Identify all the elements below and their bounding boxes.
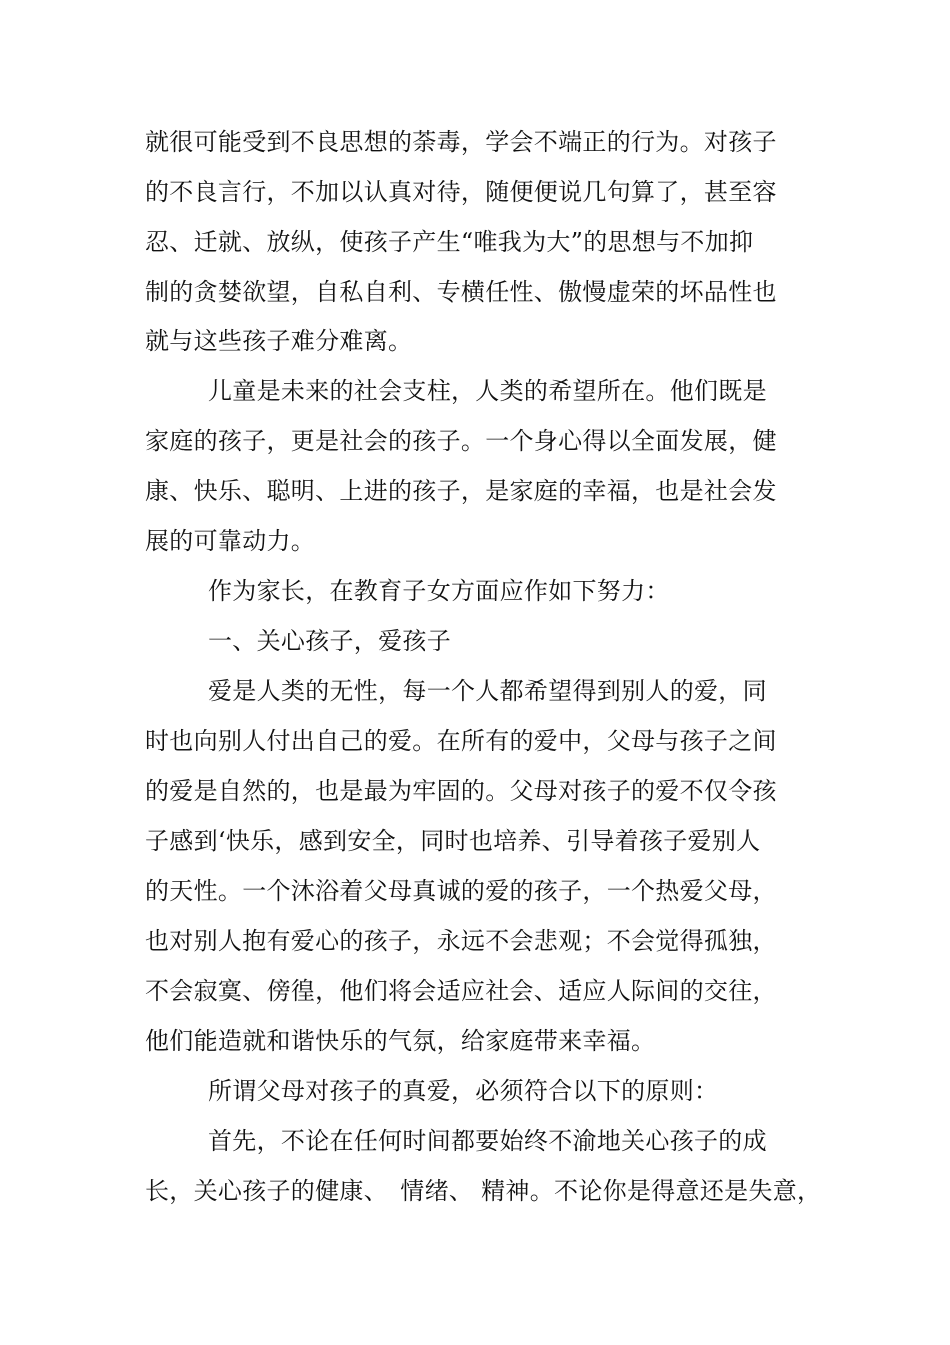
section-heading: 一、关心孩子，爱孩子 [208, 627, 451, 655]
text-line: 时也向别人付出自己的爱。在所有的爱中，父母与孩子之间 [145, 727, 777, 755]
text-line: 展的可靠动力。 [145, 527, 316, 555]
text-line: 忍、迁就、放纵，使孩子产生“唯我为大”的思想与不加抑 [145, 228, 754, 256]
text-line: 长，关心孩子的健康、 情绪、 精神。不论你是得意还是失意， [145, 1177, 822, 1205]
text-line: 就很可能受到不良思想的荼毒，学会不端正的行为。对孩子 [145, 128, 777, 156]
paragraph-start-line: 所谓父母对孩子的真爱，必须符合以下的原则： [208, 1077, 719, 1105]
paragraph-start-line: 作为家长，在教育子女方面应作如下努力： [208, 577, 670, 605]
text-line: 的爱是自然的，也是最为牢固的。父母对孩子的爱不仅令孩 [145, 777, 777, 805]
paragraph-start-line: 爱是人类的无性，每一个人都希望得到别人的爱，同 [208, 677, 767, 705]
text-line: 就与这些孩子难分难离。 [145, 327, 413, 355]
text-line: 不会寂寞、傍徨，他们将会适应社会、适应人际间的交往， [145, 977, 777, 1005]
paragraph-start-line: 首先，不论在任何时间都要始终不渝地关心孩子的成 [208, 1127, 767, 1155]
text-line: 也对别人抱有爱心的孩子，永远不会悲观；不会觉得孤独， [145, 927, 777, 955]
text-line: 家庭的孩子，更是社会的孩子。一个身心得以全面发展，健 [145, 427, 777, 455]
text-line: 制的贪婪欲望，自私自利、专横任性、傲慢虚荣的坏品性也 [145, 278, 777, 306]
text-line: 子感到‘快乐，感到安全，同时也培养、引导着孩子爱别人 [145, 827, 761, 855]
text-line: 他们能造就和谐快乐的气氛，给家庭带来幸福。 [145, 1027, 656, 1055]
paragraph-start-line: 儿童是未来的社会支柱，人类的希望所在。他们既是 [208, 377, 767, 405]
text-line: 的天性。一个沐浴着父母真诚的爱的孩子，一个热爱父母， [145, 877, 777, 905]
text-line: 的不良言行，不加以认真对待，随便便说几句算了，甚至容 [145, 178, 777, 206]
text-line: 康、快乐、聪明、上进的孩子，是家庭的幸福，也是社会发 [145, 477, 777, 505]
